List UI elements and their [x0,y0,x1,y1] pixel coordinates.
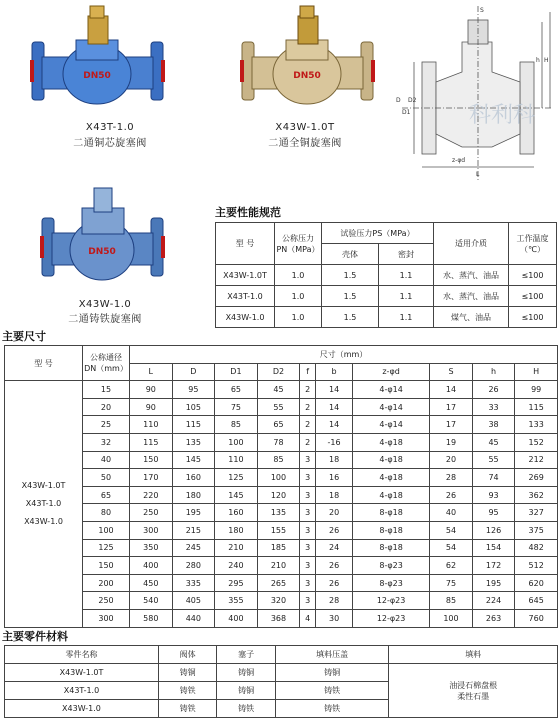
dim-cell: 100 [430,609,473,627]
mat-cell: 铸铁 [158,682,216,700]
dim-cell: 75 [430,574,473,592]
perf-cell: 1.0 [275,307,322,328]
dim-cell: 55 [257,398,300,416]
dim-cell: 26 [316,557,353,575]
mat-cell: 铸铜 [275,664,389,682]
dimensions-title: 主要尺寸 [2,330,46,343]
svg-text:h: h [536,57,540,64]
dim-cell: 195 [472,574,515,592]
perf-cell: 1.1 [379,265,434,286]
dim-row [5,398,558,416]
dim-cell: 115 [172,416,215,434]
dim-cell: 215 [172,521,215,539]
dim-cell: 760 [515,609,558,627]
dim-cell: 4-φ18 [352,451,429,469]
perf-cell: X43W-1.0 [216,307,275,328]
dim-cell: 135 [172,433,215,451]
dim-models-cell [5,381,83,627]
dim-col-header: S [430,363,473,381]
dim-cell: 110 [215,451,258,469]
dim-cell: 4-φ18 [352,486,429,504]
dim-cell: 220 [130,486,173,504]
svg-text:D: D [396,97,401,104]
mat-cell: 铸铜 [217,682,275,700]
dim-cell: 115 [515,398,558,416]
perf-cell: X43T-1.0 [216,286,275,307]
dim-cell: 350 [130,539,173,557]
dim-cell: 4-φ14 [352,398,429,416]
dim-cell: 115 [130,433,173,451]
materials-title: 主要零件材料 [2,630,68,643]
dim-cell: 54 [430,539,473,557]
materials-table [4,645,558,718]
dim-cell: 54 [430,521,473,539]
dim-cell: 3 [300,592,316,610]
perf-row [216,286,557,307]
dim-cell: 133 [515,416,558,434]
dim-cell: 20 [430,451,473,469]
perf-row [216,265,557,286]
dim-cell: 26 [472,381,515,399]
dim-cell: 18 [316,486,353,504]
dim-cell: 45 [472,433,515,451]
dim-cell: 20 [316,504,353,522]
dim-cell: 8-φ18 [352,521,429,539]
dim-model-label: X43T-1.0 [25,498,62,508]
perf-cell: ≤100 [509,265,557,286]
dim-cell: 95 [172,381,215,399]
dim-cell: 8-φ18 [352,504,429,522]
dim-cell: 3 [300,504,316,522]
dim-cell: 645 [515,592,558,610]
technical-drawing [392,2,558,182]
dim-row [5,557,558,575]
perf-cell: 水、蒸汽、油品 [434,265,509,286]
dim-row [5,486,558,504]
dim-cell: 280 [172,557,215,575]
perf-row [216,307,557,328]
dim-cell: 152 [515,433,558,451]
dim-cell: 200 [83,574,130,592]
perf-header-pn: 公称压力 PN（MPa） [275,223,322,265]
dim-cell: 540 [130,592,173,610]
valve-name-label: 二通铜芯旋塞阀 [73,138,147,149]
dim-cell: 40 [430,504,473,522]
dim-cell: 14 [316,381,353,399]
dim-cell: 3 [300,469,316,487]
dim-cell: 180 [215,521,258,539]
dim-cell: 20 [83,398,130,416]
dim-col-header: D [172,363,215,381]
dim-cell: 93 [472,486,515,504]
dim-cell: 300 [83,609,130,627]
dim-col-header: b [316,363,353,381]
dim-cell: 65 [215,381,258,399]
valve-marking: DN50 [88,247,116,257]
dim-cell: 50 [83,469,130,487]
dim-cell: 28 [316,592,353,610]
valve-name-label: 二通全铜旋塞阀 [268,138,342,149]
dim-cell: 482 [515,539,558,557]
dim-col-header: D1 [215,363,258,381]
dim-cell: 19 [430,433,473,451]
dim-row [5,504,558,522]
dim-header-size: 尺寸（mm） [130,346,558,364]
dim-cell: 3 [300,539,316,557]
dim-cell: 3 [300,574,316,592]
dim-cell: 15 [83,381,130,399]
mat-packing-cell: 油浸石棉盘根 柔性石墨 [389,664,558,718]
dim-cell: 3 [300,451,316,469]
dim-cell: 3 [300,486,316,504]
dim-row [5,592,558,610]
dim-cell: 320 [257,592,300,610]
dim-cell: 4-φ14 [352,416,429,434]
dim-cell: 512 [515,557,558,575]
dim-cell: 14 [430,381,473,399]
dim-col-header: z-φd [352,363,429,381]
dim-model-label: X43W-1.0 [24,516,63,526]
perf-cell: 1.5 [322,307,379,328]
dim-cell: 210 [257,557,300,575]
dim-cell: 74 [472,469,515,487]
dim-cell: 405 [172,592,215,610]
dim-cell: 75 [215,398,258,416]
dim-col-header: f [300,363,316,381]
mat-cell: 铸铁 [217,700,275,718]
valve-name-label: 二通铸铁旋塞阀 [68,314,142,325]
dim-cell: 99 [515,381,558,399]
mat-header: 塞子 [217,646,275,664]
dim-cell: 3 [300,521,316,539]
dim-cell: 195 [172,504,215,522]
dim-cell: 145 [215,486,258,504]
perf-header-test: 试验压力PS（MPa） [322,223,434,244]
dim-cell: 105 [172,398,215,416]
dim-cell: 65 [83,486,130,504]
dim-cell: 155 [257,521,300,539]
svg-text:S: S [480,7,484,14]
valve-x43w-image [40,178,165,293]
mat-header: 填料压盖 [275,646,389,664]
dim-cell: 375 [515,521,558,539]
dim-cell: 8-φ18 [352,539,429,557]
dim-cell: 26 [316,574,353,592]
dim-cell: 172 [472,557,515,575]
dim-header-dn: 公称通径 DN（mm） [83,346,130,381]
dim-cell: 170 [130,469,173,487]
dim-cell: 265 [257,574,300,592]
mat-header: 阀体 [158,646,216,664]
dim-cell: 4-φ18 [352,469,429,487]
dim-cell: 120 [257,486,300,504]
perf-header-shell: 壳体 [322,244,379,265]
dim-cell: 12-φ23 [352,609,429,627]
dim-cell: 580 [130,609,173,627]
dim-cell: 55 [472,451,515,469]
dim-cell: 180 [172,486,215,504]
dim-cell: 210 [215,539,258,557]
dim-cell: 33 [472,398,515,416]
dim-cell: 8-φ23 [352,557,429,575]
svg-text:z-φd: z-φd [452,157,466,164]
dim-cell: 78 [257,433,300,451]
dim-row [5,381,558,399]
dim-cell: 240 [215,557,258,575]
valve-x43w-t-image [240,2,375,117]
dim-cell: 40 [83,451,130,469]
mat-row [5,664,558,682]
dim-row [5,451,558,469]
dim-cell: 26 [316,521,353,539]
dim-cell: 65 [257,416,300,434]
dim-cell: 263 [472,609,515,627]
dim-row [5,609,558,627]
perf-cell: 1.5 [322,265,379,286]
dim-row [5,521,558,539]
mat-header: 零件名称 [5,646,159,664]
dim-cell: 85 [257,451,300,469]
mat-cell: 铸铁 [158,700,216,718]
dim-cell: 135 [257,504,300,522]
mat-header: 填料 [389,646,558,664]
dim-cell: 125 [215,469,258,487]
dim-cell: 2 [300,381,316,399]
dim-cell: 12-φ23 [352,592,429,610]
perf-header-model: 型 号 [216,223,275,265]
svg-text:H: H [544,57,549,64]
dim-col-header: L [130,363,173,381]
svg-text:D2: D2 [408,97,417,104]
perf-header-medium: 适用介质 [434,223,509,265]
mat-cell: 铸铜 [217,664,275,682]
perf-cell: 煤气、油品 [434,307,509,328]
dim-cell: 30 [316,609,353,627]
dim-row [5,539,558,557]
perf-cell: 1.0 [275,265,322,286]
dim-cell: 450 [130,574,173,592]
dim-cell: 45 [257,381,300,399]
dim-cell: 16 [316,469,353,487]
dim-cell: 90 [130,381,173,399]
valve-marking: DN50 [293,71,321,81]
dim-cell: 4 [300,609,316,627]
dim-cell: 250 [83,592,130,610]
dim-cell: 125 [83,539,130,557]
performance-title: 主要性能规范 [215,206,281,219]
valve-x43t-image [30,2,165,117]
dim-cell: 295 [215,574,258,592]
dim-cell: 17 [430,398,473,416]
dim-cell: 85 [430,592,473,610]
drawing-watermark: 科利科 [468,103,536,128]
dim-cell: 28 [430,469,473,487]
dim-cell: 245 [172,539,215,557]
dim-cell: 100 [257,469,300,487]
dim-cell: 300 [130,521,173,539]
dimensions-table [4,345,558,628]
dim-col-header: h [472,363,515,381]
dim-cell: 85 [215,416,258,434]
dim-cell: 62 [430,557,473,575]
dim-cell: 250 [130,504,173,522]
dim-col-header: H [515,363,558,381]
dim-cell: 14 [316,398,353,416]
dim-model-label: X43W-1.0T [21,480,66,490]
dim-cell: 95 [472,504,515,522]
dim-cell: 14 [316,416,353,434]
dim-row [5,574,558,592]
perf-cell: 1.5 [322,286,379,307]
dim-cell: 355 [215,592,258,610]
dim-cell: 362 [515,486,558,504]
dim-cell: 400 [215,609,258,627]
dim-cell: 110 [130,416,173,434]
dim-cell: 335 [172,574,215,592]
mat-cell: X43W-1.0T [5,664,159,682]
perf-cell: 1.1 [379,286,434,307]
mat-cell: 铸铁 [275,682,389,700]
dim-cell: 400 [130,557,173,575]
dim-cell: 327 [515,504,558,522]
valve-model-label: X43W-1.0 [78,299,132,310]
dim-cell: 160 [215,504,258,522]
dim-cell: 18 [316,451,353,469]
valve-model-label: X43W-1.0T [275,122,335,133]
dim-cell: 4-φ18 [352,433,429,451]
perf-cell: X43W-1.0T [216,265,275,286]
dim-cell: -16 [316,433,353,451]
dim-cell: 2 [300,416,316,434]
dim-cell: 8-φ23 [352,574,429,592]
perf-cell: 1.0 [275,286,322,307]
dim-cell: 4-φ14 [352,381,429,399]
dim-row [5,416,558,434]
dim-row [5,433,558,451]
dim-cell: 2 [300,398,316,416]
dim-cell: 100 [83,521,130,539]
valve-marking: DN50 [83,71,111,81]
dim-cell: 32 [83,433,130,451]
dim-cell: 212 [515,451,558,469]
dim-cell: 24 [316,539,353,557]
dim-cell: 269 [515,469,558,487]
mat-cell: X43W-1.0 [5,700,159,718]
dim-cell: 368 [257,609,300,627]
dim-cell: 38 [472,416,515,434]
dim-cell: 26 [430,486,473,504]
valve-model-label: X43T-1.0 [85,122,135,133]
dim-cell: 126 [472,521,515,539]
perf-cell: 水、蒸汽、油品 [434,286,509,307]
dim-cell: 224 [472,592,515,610]
dim-cell: 17 [430,416,473,434]
dim-cell: 160 [172,469,215,487]
mat-cell: 铸铁 [275,700,389,718]
dim-cell: 154 [472,539,515,557]
dim-cell: 150 [83,557,130,575]
dim-cell: 620 [515,574,558,592]
dim-cell: 150 [130,451,173,469]
perf-header-seal: 密封 [379,244,434,265]
dim-cell: 100 [215,433,258,451]
dim-cell: 440 [172,609,215,627]
perf-cell: 1.1 [379,307,434,328]
dim-row [5,469,558,487]
svg-text:D1: D1 [402,109,411,116]
dim-cell: 185 [257,539,300,557]
dim-col-header: D2 [257,363,300,381]
dim-cell: 90 [130,398,173,416]
mat-cell: X43T-1.0 [5,682,159,700]
perf-header-temp: 工作温度 （℃） [509,223,557,265]
mat-cell: 铸铜 [158,664,216,682]
dim-cell: 80 [83,504,130,522]
performance-table [215,222,557,328]
dim-cell: 25 [83,416,130,434]
dim-cell: 145 [172,451,215,469]
perf-cell: ≤100 [509,307,557,328]
dim-cell: 3 [300,557,316,575]
dim-header-model: 型 号 [5,346,83,381]
perf-cell: ≤100 [509,286,557,307]
svg-text:L: L [476,171,480,178]
dim-cell: 2 [300,433,316,451]
